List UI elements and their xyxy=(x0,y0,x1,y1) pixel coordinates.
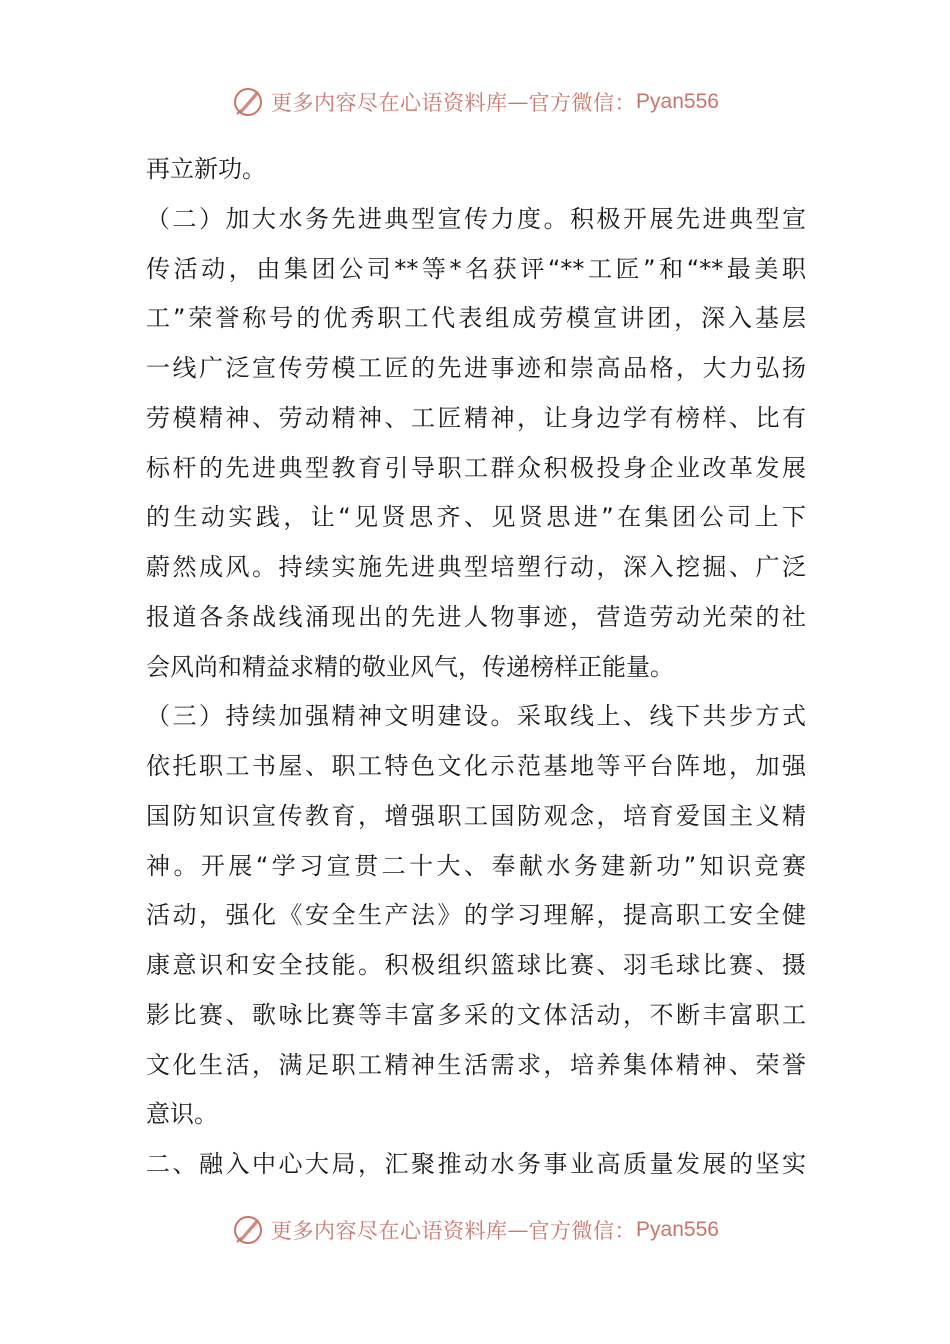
text-line: 国防知识宣传教育，增强职工国防观念，培育爱国主义精 xyxy=(146,801,806,830)
banner-separator: — xyxy=(507,90,529,114)
text-line: 二、融入中心大局，汇聚推动水务事业高质量发展的坚实 xyxy=(146,1150,806,1178)
text-line: 传活动，由集团公司**等*名获评“**工匠”和“**最美职 xyxy=(146,254,806,283)
text-line: 康意识和安全技能。积极组织篮球比赛、羽毛球比赛、摄 xyxy=(146,951,806,979)
text-line: 蔚然成风。持续实施先进典型培塑行动，深入挖掘、广泛 xyxy=(146,553,806,581)
quill-pen-icon xyxy=(231,85,265,119)
banner-wechat-id: Pyan556 xyxy=(636,90,719,113)
document-body xyxy=(146,145,806,1190)
text-line: 再立新功。 xyxy=(146,155,266,183)
quill-pen-icon xyxy=(231,1213,265,1247)
banner-wechat-label: 官方微信： xyxy=(528,1219,637,1243)
banner-text: 更多内容尽在心语资料库 xyxy=(271,91,508,115)
banner-wechat-id: Pyan556 xyxy=(636,1218,719,1241)
banner-separator: — xyxy=(507,1218,529,1242)
text-line: 报道各条战线涌现出的先进人物事迹，营造劳动光荣的社 xyxy=(146,602,806,631)
footer-watermark-banner xyxy=(0,1210,950,1250)
text-line: 依托职工书屋、职工特色文化示范基地等平台阵地，加强 xyxy=(146,752,806,780)
banner-text: 更多内容尽在心语资料库 xyxy=(271,1219,508,1243)
text-line: 活动，强化《安全生产法》的学习理解，提高职工安全健 xyxy=(146,901,806,930)
text-line: 文化生活，满足职工精神生活需求，培养集体精神、荣誉 xyxy=(146,1050,806,1079)
text-line: （三）持续加强精神文明建设。采取线上、线下共步方式 xyxy=(146,702,806,731)
text-line: 工”荣誉称号的优秀职工代表组成劳模宣讲团，深入基层 xyxy=(146,304,806,333)
text-line: （二）加大水务先进典型宣传力度。积极开展先进典型宣 xyxy=(146,204,806,233)
text-line: 一线广泛宣传劳模工匠的先进事迹和崇高品格，大力弘扬 xyxy=(146,354,806,382)
text-line: 影比赛、歌咏比赛等丰富多采的文体活动，不断丰富职工 xyxy=(146,1000,806,1029)
text-line: 意识。 xyxy=(146,1100,218,1129)
text-line: 的生动实践，让“见贤思齐、见贤思进”在集团公司上下 xyxy=(146,503,806,532)
banner-wechat-label: 官方微信： xyxy=(528,91,637,115)
text-line: 标杆的先进典型教育引导职工群众积极投身企业改革发展 xyxy=(146,453,806,482)
text-line: 神。开展“学习宣贯二十大、奉献水务建新功”知识竞赛 xyxy=(146,851,806,880)
header-watermark-banner xyxy=(0,82,950,122)
text-line: 会风尚和精益求精的敬业风气，传递榜样正能量。 xyxy=(146,652,674,681)
text-line: 劳模精神、劳动精神、工匠精神，让身边学有榜样、比有 xyxy=(146,403,806,432)
